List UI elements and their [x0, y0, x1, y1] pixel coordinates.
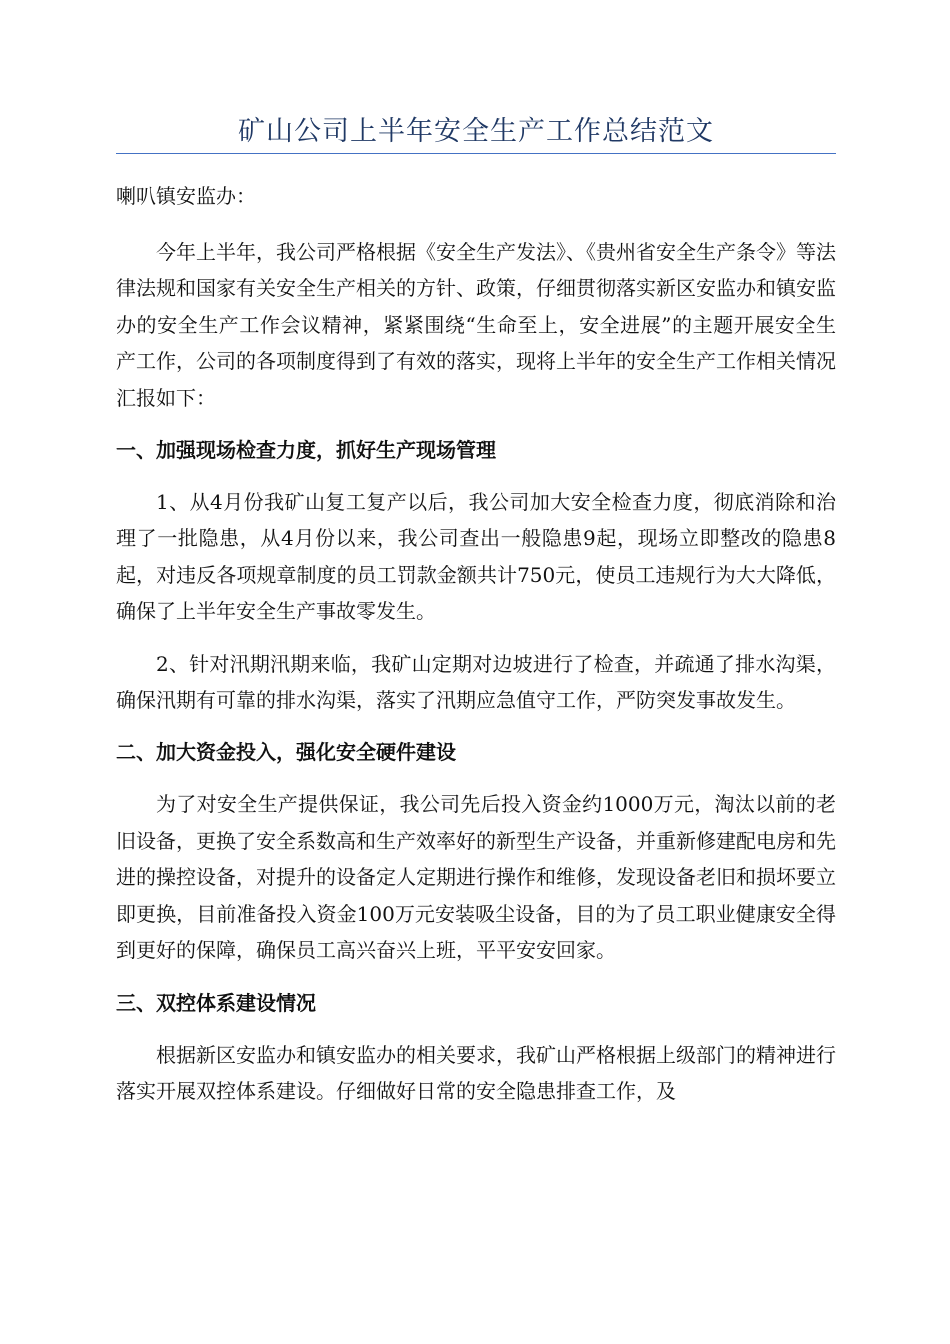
section-3-paragraph-1: 根据新区安监办和镇安监办的相关要求，我矿山严格根据上级部门的精神进行落实开展双控体系建设。仔细做好日常的安全隐患排查工作，及: [116, 1042, 836, 1103]
salutation: 喇叭镇安监办：: [116, 184, 256, 208]
intro-paragraph: 今年上半年，我公司严格根据《安全生产发法》、《贵州省安全生产条令》等法律法规和国家有关安全生产相关的方针、政策，仔细贯彻落实新区安监办和镇安监办的安全生产工作会议精神，紧紧围绕“生命至上，安全进展”的主题开展安全生产工作，公司的各项制度得到了有效的落实，现将上半年的安全生产工作相关情况汇报如下：: [116, 240, 836, 410]
section-heading-1: 一、加强现场检查力度，抓好生产现场管理: [116, 438, 496, 463]
section-2-paragraph-1: 为了对安全生产提供保证，我公司先后投入资金约1000万元，淘汰以前的老旧设备，更换了安全系数高和生产效率好的新型生产设备，并重新修建配电房和先进的操控设备，对提升的设备定人定期进行操作和维修，发现设备老旧和损坏要立即更换，目前准备投入资金100万元安装吸尘设备，目的为了员工职业健康安全得到更好的保障，确保员工高兴奋兴上班，平平安安回家。: [116, 792, 836, 963]
section-1-paragraph-2: 2、针对汛期汛期来临，我矿山定期对边坡进行了检查，并疏通了排水沟渠，确保汛期有可靠的排水沟渠，落实了汛期应急值守工作，严防突发事故发生。: [116, 651, 836, 713]
section-heading-2: 二、加大资金投入，强化安全硬件建设: [116, 740, 456, 765]
section-heading-3: 三、双控体系建设情况: [116, 990, 316, 1015]
document-body: [116, 178, 836, 1125]
title-underline: [116, 153, 836, 154]
section-1-paragraph-1: 1、从4月份我矿山复工复产以后，我公司加大安全检查力度，彻底消除和治理了一批隐患，从4月份以来，我公司查出一般隐患9起，现场立即整改的隐患8起，对违反各项规章制度的员工罚款金额共计750元，使员工违规行为大大降低，确保了上半年安全生产事故零发生。: [116, 490, 836, 624]
document-title: 矿山公司上半年安全生产工作总结范文: [238, 116, 714, 147]
